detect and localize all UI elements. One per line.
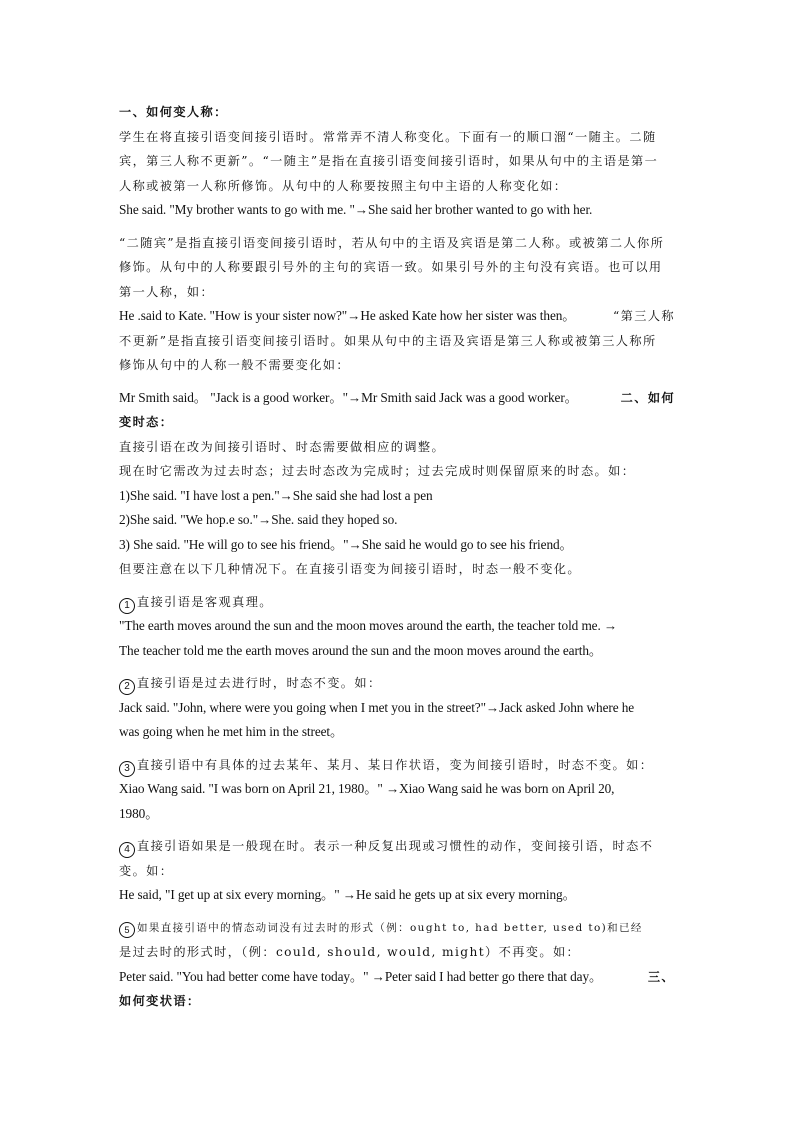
example-line: The teacher told me the earth moves around the sun and the moon moves around the earth。 [119, 642, 603, 658]
example-line: 3) She said. "He will go to see his friend。"→She said he would go to see his friend。 [119, 536, 573, 552]
example-line: "The earth moves around the sun and the moon moves around the earth, the teacher told me. → [119, 618, 618, 633]
rule-title-continued: 变。如： [119, 863, 174, 878]
paragraph-line: 修饰从句中的人称一般不需要变化如： [119, 358, 350, 372]
example-line: Xiao Wang said. "I was born on April 21, 1980。" →Xiao Wang said he was born on April 20, [119, 781, 615, 796]
section-2-heading-start: 二、如何 [620, 390, 675, 405]
example-line [119, 965, 675, 990]
rule-title-text: 直接引语如果是一般现在时。表示一种反复出现或习惯性的动作，变间接引语，时态不 [137, 839, 654, 853]
section-3-heading: 如何变状语： [119, 994, 201, 1008]
rule-title [119, 834, 675, 859]
circled-number: 1 [119, 598, 135, 614]
example-line: 2)She said. "We hop.e so."→She. said they hoped so. [119, 512, 398, 527]
paragraph-text: “第三人称 [613, 309, 675, 323]
rule-title-text: 如果直接引语中的情态动词没有过去时的形式（例：ought to, had better, used to)和已经 [137, 921, 643, 934]
section-2-heading: 变时态： [119, 415, 174, 429]
example-line: 1980。 [119, 805, 159, 821]
example-line: Jack said. "John, where were you going when I met you in the street?"→Jack asked John where he [119, 699, 635, 715]
rule-title [119, 753, 675, 778]
paragraph-line: 但要注意在以下几种情况下。在直接引语变为间接引语时，时态一般不变化。 [119, 562, 581, 576]
paragraph-line: “二随宾”是指直接引语变间接引语时，若从句中的主语及宾语是第二人称。或被第二人你所 [119, 235, 665, 250]
rule-title-text: 直接引语是过去进行时，时态不变。如： [137, 676, 382, 690]
document-page [119, 100, 675, 1014]
circled-number: 3 [119, 761, 135, 777]
paragraph-line: 不更新”是指直接引语变间接引语时。如果从句中的主语及宾语是第三人称或被第三人称所 [119, 333, 657, 348]
paragraph-line: 人称或被第一人称所修饰。从句中的人称要按照主句中主语的人称变化如： [119, 178, 568, 193]
example-line [119, 304, 675, 329]
example-text: Peter said. "You had better come have today。" →Peter said I had better go there that day。 [119, 968, 603, 984]
paragraph-line: 修饰。从句中的人称要跟引号外的主句的宾语一致。如果引号外的主句没有宾语。也可以用 [119, 260, 663, 274]
circled-number: 5 [119, 922, 135, 938]
rule-title [119, 916, 675, 941]
paragraph-line: 宾，第三人称不更新”。“一随主”是指在直接引语变间接引语时，如果从句中的主语是第一 [119, 154, 659, 168]
rule-title-continued: 是过去时的形式时，（例：could, should, would, might）不再变。如： [119, 945, 581, 959]
rule-title [119, 671, 675, 696]
circled-number: 4 [119, 842, 135, 858]
paragraph-line: 现在时它需改为过去时态；过去时态改为完成时；过去完成时则保留原来的时态。如： [119, 464, 636, 478]
example-line [119, 386, 675, 411]
rule-title [119, 590, 675, 615]
example-line: She said. "My brother wants to go with me. "→She said her brother wanted to go with her. [119, 202, 593, 217]
section-1-heading: 一、如何变人称： [119, 105, 228, 119]
example-text: He .said to Kate. "How is your sister now?"→He asked Kate how her sister was then。 [119, 308, 576, 323]
circled-number: 2 [119, 679, 135, 695]
example-text: Mr Smith said。 "Jack is a good worker。"→Mr Smith said Jack was a good worker。 [119, 389, 578, 405]
example-line: was going when he met him in the street。 [119, 724, 344, 739]
example-line: He said, "I get up at six every morning。" →He said he gets up at six every morning。 [119, 887, 576, 902]
section-3-heading-start: 三、 [647, 969, 675, 984]
rule-title-text: 直接引语中有具体的过去某年、某月、某日作状语，变为间接引语时，时态不变。如： [137, 757, 654, 772]
paragraph-line: 直接引语在改为间接引语时、时态需要做相应的调整。 [119, 439, 446, 454]
example-line: 1)She said. "I have lost a pen."→She said she had lost a pen [119, 487, 433, 503]
paragraph-line: 第一人称，如： [119, 284, 215, 299]
paragraph-line: 学生在将直接引语变间接引语时。常常弄不清人称变化。下面有一的顺口溜“一随主。二随 [119, 129, 657, 144]
rule-title-text: 直接引语是客观真理。 [137, 594, 273, 609]
